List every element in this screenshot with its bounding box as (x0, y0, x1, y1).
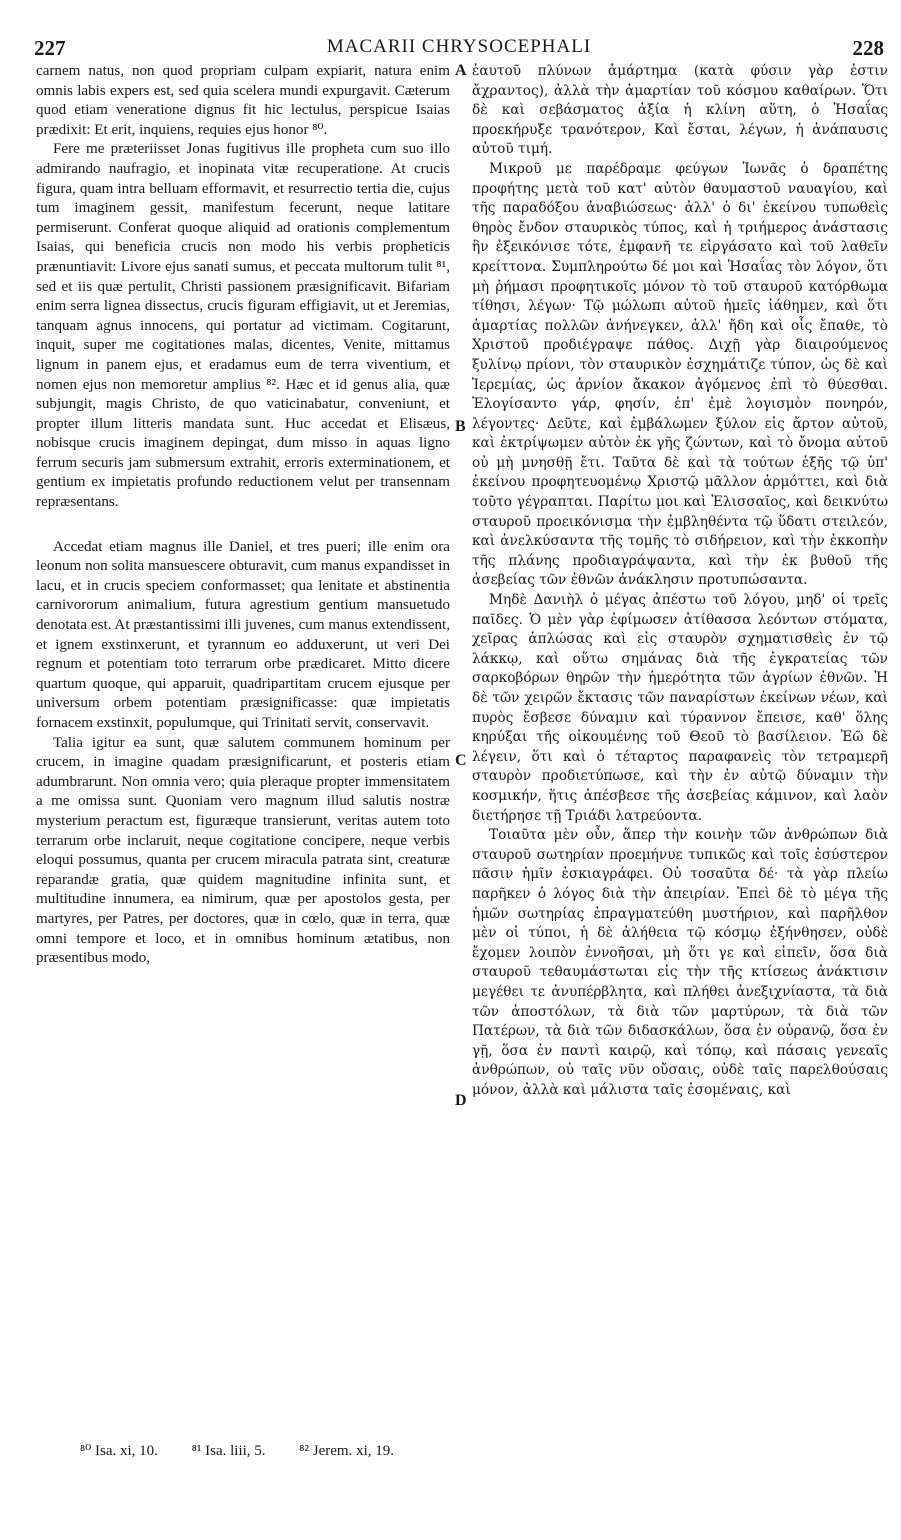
greek-paragraph-2: Μικροῦ με παρέδραμε φεύγων Ἰωνᾶς ὁ δραπέτης προφήτης μετὰ τοῦ κατ' αὐτὸν θαυμαστοῦ ναυαγίου, καὶ τῆς παραδόξου ἀναβιώσεως· ἀλλ' ὁ δι' ἐκείνου τυπωθεὶς θηρὸς ἔνδον σταυρικὸς τύπος, καὶ ἡ τριήμερος ἀνάστασις ἣν ἐξεικόνισε τότε, ἐμφανῆ τε εἰργάσατο καὶ τοῦ λαθεῖν κρείττονα. Συμπληρούτω δέ μοι καὶ Ἡσαΐας τὸν λόγον, ὅτι μὴ ῥήμασι προφητικοῖς μόνον τὸ τοῦ σταυροῦ κατόρθωμα τίθησι, λέγων· Τῷ μώλωπι αὐτοῦ ἡμεῖς ἰάθημεν, καὶ ὅτι ἁμαρτίας πολλῶν ἀνήνεγκεν, ἀλλ' ἤδη καὶ οἷς ἔπαθε, τὸ Χριστοῦ προδιέγραψε πάθος. Διχῇ γὰρ διαιρούμενος ξυλίνῳ πρίονι, τὸν σταυρικὸν ἐσχημάτιζε τύπον, ὡς δὲ καὶ Ἱερεμίας, ὡς ἀρνίον ἄκακον ἀγόμενος ἐπὶ τὸ θύεσθαι. Ἐλογίσαντο γάρ, φησίν, ἐπ' ἐμὲ λογισμὸν πονηρόν, λέγοντες· Δεῦτε, καὶ ἐμβάλωμεν ξύλον εἰς ἄρτον αὐτοῦ, καὶ ἐκτρίψωμεν αὐτὸν ἐκ γῆς ζώντων, καὶ τὸ ὄνομα αὐτοῦ οὐ μὴ μνησθῇ ἔτι. Ταῦτα δὲ καὶ τὰ τούτων ἑξῆς τῷ ὑπ' ἐκείνου προφητευομένῳ Χριστῷ μᾶλλον ἁρμόττει, καὶ διὰ τοῦτο γέγραπται. Παρίτω μοι καὶ Ἐλισσαῖος, καὶ δεικνύτω σταυροῦ προεικόνισμα τὴν ἐμβληθέντα τῷ ὕδατι στειλεόν, καὶ ἀνελκύσαντα τῆς τομῆς τὸ σιδήρειον, καὶ τὴν ἐκκοπὴν τῆς πλάνης προδιαγράψαντα, καὶ τὴν ἐκ βυθοῦ τῆς ἀσεβείας τῶν ἐθνῶν ἀνάκλησιν προτυπώσαντα. (472, 160, 888, 589)
footnote-81: ⁸¹ Isa. liii, 5. (191, 1443, 266, 1459)
greek-column (472, 62, 888, 1100)
greek-paragraph-3: Μηδὲ Δανιὴλ ὁ μέγας ἀπέστω τοῦ λόγου, μηδ' οἱ τρεῖς παῖδες. Ὁ μὲν γὰρ ἐφίμωσεν ἀτίθασσα λεόντων στόματα, χεῖρας ἁπλώσας καὶ εἰς σταυρὸν σχηματισθεὶς ἐν τῷ λάκκῳ, καὶ οὕτω σημάνας διὰ τῆς ἐγκρατείας τῶν σαρκοβόρων θηρῶν τὴν ἡμερότητα τῶν ἀγρίων ἐθνῶν. Ἡ δὲ τῶν χειρῶν ἔκτασις τῶν παναρίστων ἐκείνων νέων, καὶ πυρὸς ἔσβεσε δύναμιν καὶ τύραννον ἔπεισε, καθ' ὅλης κηρύξαι τῆς οἰκουμένης τοῦ Θεοῦ τὸ βασίλειον. Ἐῶ δὲ λέγειν, ὅτι καὶ ὁ τέταρτος παραφανεὶς τὸν τετραμερῆ σταυρὸν προδιετύπωσε, καὶ τὴν ἐν αὐτῷ δύναμιν τὴν κοσμικήν, ἥτις ἀπέσβεσε τῆς ἀσεβείας κάμινον, καὶ λαὸν διετήρησε τῇ Τριάδι λατρεύοντα. (472, 592, 888, 824)
running-header (34, 36, 884, 58)
footnotes (80, 1441, 460, 1460)
left-page-number: 227 (34, 36, 66, 60)
margin-marker-d: D (455, 1092, 467, 1109)
greek-paragraph-1: ἑαυτοῦ πλύνων ἁμάρτημα (κατὰ φύσιν γὰρ ἐστιν ἄχραντος), ἀλλὰ τὴν ἁμαρτίαν τοῦ κόσμου καθαίρων. Ὅτι δὲ καὶ σεβάσματος ἀξία ἡ κλίνη αὕτη, ὁ Ἡσαΐας προεκήρυξε τρανότερον, Καὶ ἔσται, λέγων, ἡ ἀνάπαυσις αὐτοῦ τιμή. (472, 63, 888, 158)
latin-paragraph-2: Fere me præteriisset Jonas fugitivus ille propheta cum suo illo admirando naufragio, et inopinata vitæ recuperatione. At crucis figura, quam intra belluam efformavit, et resurrectio tertia die, cujus tum imaginem gessit, manifestum fecerunt, neque latitare permiserunt. Conferat quoque aliquid ad orationis complementum Isaias, qui beneficia crucis non modo his verbis propheticis prænuntiavit: Livore ejus sanati sumus, et peccata multorum tulit ⁸¹, sed et iis quæ pertulit, Christi passionem præsignificavit. Bifariam enim serra lignea dissectus, crucis figuram effigiavit, ut et Jeremias, tanquam agnus innocens, qui portatur ad victimam. Cogitarunt, inquit, super me cogitationes malas, dicentes, Venite, mittamus lignum in panem ejus, et eradamus eum de terra viventium, et nomen ejus non memoretur amplius ⁸². Hæc et id genus alia, quæ subjungit, magis Christo, de quo vaticinabatur, conveniunt, et propter illum litteris mandata sunt. Huc accedat et Elisæus, nobisque crucis imaginem depingat, dum misso in aquas ligno ferrum securis jam submersum extrahit, erroris exterminationem, et gentium ex impietatis profundo reductionem velut per transennam repræsentans. (36, 141, 450, 511)
latin-paragraph-4: Talia igitur ea sunt, quæ salutem communem hominum per crucem, in imagine quadam præsignificarunt, et posteris etiam adumbrarunt. Non omnia vero; quia pleraque propter immensitatem a me omissa sunt. Quoniam vero magnum illud salutis nostræ mysterium peractum est, figuræque transierunt, veritas autem toto terrarum orbe inclaruit, neque cogitatione concipere, neque verbis eloqui possumus, quanta per crucem miracula patrata sint, creaturæ reparandæ gratia, quæ quidem magnitudine infinita sunt, et multitudine innumera, ea nimirum, quæ per apostolos gesta, per martyres, per Patres, per doctores, quæ in cœlo, quæ in terra, quæ omni tempore et loco, et in omnibus hominum ætatibus, non præsentibus modo, (36, 734, 450, 967)
margin-marker-c: C (455, 752, 467, 769)
latin-paragraph-3: Accedat etiam magnus ille Daniel, et tres pueri; ille enim ora leonum non solita mansuescere obturavit, cum manus expandisset in lacu, et in crucis speciem conformasset; qua lenitate et abstinentia carnivororum animalium, futura agrestium gentium mansuetudo denotata est. At præstantissimi illi juvenes, cum manus extendissent, et ignem exstinxerunt, et tyrannum eo adduxerunt, ut veri Dei regnum et potentiam toto terrarum orbe prædicaret. Mitto dicere quartum quoque, qui apparuit, quadripartitam crucem ejusque per universum orbem potentiam præsignificasse: quæ impietatis fornacem exstinxit, populumque, qui Trinitati servit, conservavit. (36, 538, 450, 731)
right-page-number: 228 (852, 36, 884, 60)
footnote-80: ⁸⁰ Isa. xi, 10. (80, 1443, 158, 1459)
greek-paragraph-4: Τοιαῦτα μὲν οὖν, ἅπερ τὴν κοινὴν τῶν ἀνθρώπων διὰ σταυροῦ σωτηρίαν προεμήνυε τυπικῶς καὶ τοῖς ἐσύστερον πᾶσιν ἡμῖν ἐσκιαγράφει. Οὐ τοσαῦτα δέ· τὰ γὰρ πλείω παρῆκεν ὁ λόγος διὰ τὴν ἀπειρίαν. Ἐπεὶ δὲ τὸ μέγα τῆς ἡμῶν σωτηρίας ἐπραγματεύθη μυστήριον, καὶ παρῆλθον μὲν οἱ τύποι, ἡ δὲ ἀλήθεια τῷ κόσμῳ ἐξήνθησεν, οὐδὲ ἔχομεν λοιπὸν ἐννοῆσαι, μὴ ὅτι γε καὶ εἰπεῖν, ὅσα διὰ σταυροῦ τεθαυμάστωται εἰς τὴν τῆς κτίσεως ἀνάκτισιν μεγέθει τε ἀνυπέρβλητα, καὶ πλήθει ἀνεξιχνίαστα, τὰ διὰ τῶν ἀποστόλων, τὰ διὰ τῶν μαρτύρων, τὰ διὰ τῶν Πατέρων, τὰ διὰ τῶν διδασκάλων, ὅσα ἐν οὐρανῷ, ὅσα ἐν γῇ, ὅσα ἐν παντὶ καιρῷ, καὶ τόπῳ, καὶ πάσαις γενεαῖς ἀνθρώπων, οὐ ταῖς νῦν οὔσαις, οὐδὲ ταῖς παρελθούσαις μόνον, ἀλλὰ καὶ μάλιστα ταῖς ἐσομέναις, καὶ (472, 827, 888, 1098)
running-title: MACARII CHRYSOCEPHALI (326, 36, 592, 57)
latin-column (36, 62, 450, 969)
margin-marker-a: A (455, 62, 467, 79)
latin-paragraph-1: carnem natus, non quod propriam culpam expiarit, natura enim omnis labis expers est, sed quia scelera mundi expurgavit. Cæterum quod etiam veneratione dignus fit hic lectulus, perspicue Isaias prædixit: Et erit, inquiens, requies ejus honor ⁸⁰. (36, 63, 450, 138)
margin-marker-b: B (455, 418, 466, 435)
footnote-82: ⁸² Jerem. xi, 19. (299, 1443, 395, 1459)
